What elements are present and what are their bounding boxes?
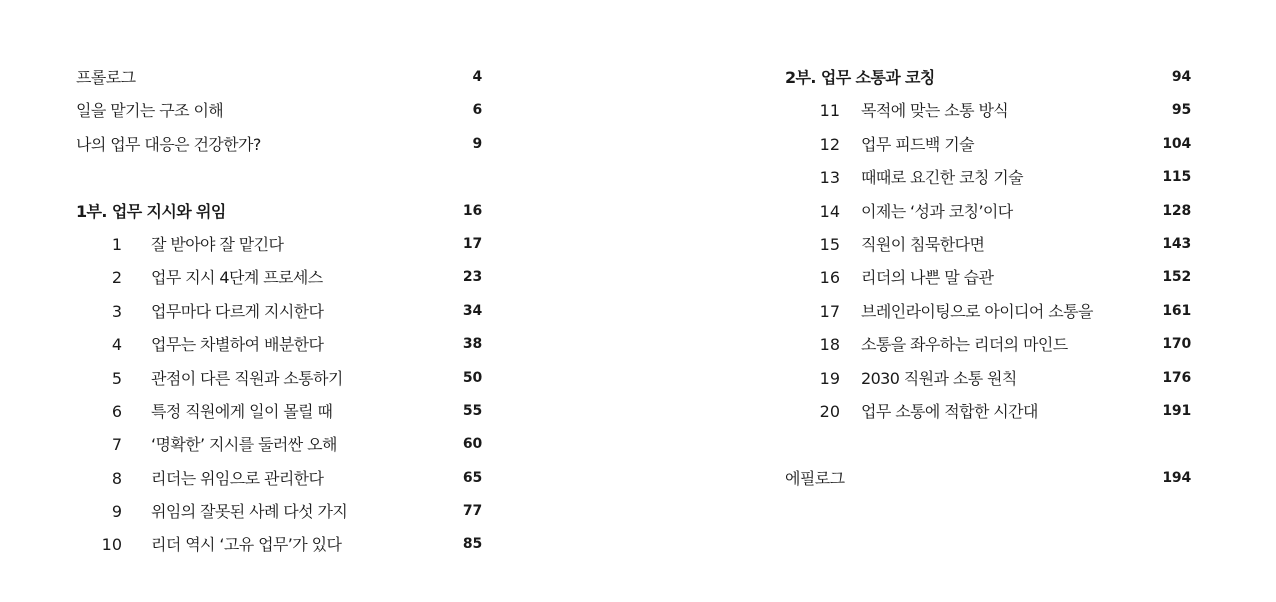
toc-entry-epilogue[interactable] <box>785 462 1191 495</box>
chapter-number: 10 <box>101 535 122 555</box>
chapter-number: 17 <box>819 301 840 321</box>
toc-chapter[interactable] <box>76 462 482 495</box>
chapter-page: 85 <box>462 536 482 553</box>
chapter-title: 업무는 차별하여 배분한다 <box>151 335 324 355</box>
chapter-page: 128 <box>1162 202 1191 219</box>
toc-chapter[interactable] <box>785 128 1191 161</box>
toc-chapter[interactable] <box>76 428 482 461</box>
chapter-number: 12 <box>819 134 840 154</box>
toc-chapter[interactable] <box>785 362 1191 395</box>
chapter-page: 191 <box>1162 402 1191 419</box>
chapter-number: 7 <box>111 435 122 455</box>
toc-entry-intro-health[interactable] <box>76 128 482 161</box>
toc-left-column <box>76 61 482 562</box>
toc-chapter[interactable] <box>785 328 1191 361</box>
toc-chapter[interactable] <box>76 528 482 561</box>
chapter-title: ‘명확한’ 지시를 둘러싼 오해 <box>151 435 337 455</box>
chapter-title: 업무 소통에 적합한 시간대 <box>861 401 1038 421</box>
toc-chapter[interactable] <box>76 362 482 395</box>
chapter-page: 104 <box>1162 135 1191 152</box>
chapter-title: 특정 직원에게 일이 몰릴 때 <box>151 401 333 421</box>
chapter-title: 관점이 다른 직원과 소통하기 <box>151 368 343 388</box>
chapter-number: 19 <box>819 368 840 388</box>
toc-chapter[interactable] <box>76 328 482 361</box>
chapter-page: 152 <box>1162 269 1191 286</box>
chapter-page: 17 <box>462 235 482 252</box>
chapter-title: 업무 지시 4단계 프로세스 <box>151 268 323 288</box>
chapter-number: 11 <box>819 101 840 121</box>
chapter-title: 때때로 요긴한 코칭 기술 <box>861 168 1024 188</box>
chapter-page: 23 <box>462 269 482 286</box>
chapter-title: 리더의 나쁜 말 습관 <box>861 268 994 288</box>
toc-part-title: 2부. 업무 소통과 코칭 <box>785 68 935 87</box>
toc-entry-title: 프롤로그 <box>76 68 136 87</box>
toc-part-title: 1부. 업무 지시와 위임 <box>76 201 226 221</box>
section-spacer <box>76 161 482 194</box>
toc-chapter[interactable] <box>76 495 482 528</box>
chapter-number: 13 <box>819 168 840 188</box>
chapter-page: 115 <box>1162 169 1191 186</box>
chapter-title: 브레인라이팅으로 아이디어 소통을 <box>861 301 1093 321</box>
toc-chapter[interactable] <box>785 295 1191 328</box>
chapter-number: 6 <box>111 401 122 421</box>
toc-entry-page: 6 <box>472 102 482 119</box>
chapter-title: 직원이 침묵한다면 <box>861 234 985 254</box>
chapter-title: 위임의 잘못된 사례 다섯 가지 <box>151 502 348 522</box>
toc-part-page: 94 <box>1171 69 1191 85</box>
chapter-number: 20 <box>819 401 840 421</box>
chapter-title: 소통을 좌우하는 리더의 마인드 <box>861 335 1068 355</box>
chapter-number: 18 <box>819 335 840 355</box>
chapter-page: 95 <box>1171 102 1191 119</box>
toc-entry-page: 9 <box>472 135 482 152</box>
toc-part-2[interactable] <box>785 61 1191 94</box>
chapter-title: 리더 역시 ‘고유 업무’가 있다 <box>151 535 342 555</box>
chapter-page: 170 <box>1162 336 1191 353</box>
toc-entry-title: 일을 맡기는 구조 이해 <box>76 101 224 121</box>
toc-chapter[interactable] <box>76 261 482 294</box>
chapter-page: 77 <box>462 503 482 520</box>
toc-entry-intro-structure[interactable] <box>76 94 482 127</box>
chapter-page: 34 <box>462 302 482 319</box>
chapter-page: 176 <box>1162 369 1191 386</box>
toc-chapter[interactable] <box>76 395 482 428</box>
chapter-page: 60 <box>462 436 482 453</box>
chapter-title: 이제는 ‘성과 코칭’이다 <box>861 201 1013 221</box>
chapter-title: 목적에 맞는 소통 방식 <box>861 101 1009 121</box>
chapter-title: 리더는 위임으로 관리한다 <box>151 468 324 488</box>
toc-entry-prologue[interactable] <box>76 61 482 94</box>
chapter-page: 65 <box>462 469 482 486</box>
chapter-title: 잘 받아야 잘 맡긴다 <box>151 234 284 254</box>
chapter-title: 업무 피드백 기술 <box>861 134 974 154</box>
toc-chapter[interactable] <box>785 94 1191 127</box>
toc-right-column <box>785 61 1191 495</box>
toc-chapter[interactable] <box>785 395 1191 428</box>
chapter-number: 3 <box>111 301 122 321</box>
toc-chapter[interactable] <box>785 261 1191 294</box>
chapter-number: 16 <box>819 268 840 288</box>
chapter-number: 4 <box>111 335 122 355</box>
chapter-number: 14 <box>819 201 840 221</box>
chapter-number: 1 <box>111 234 122 254</box>
chapter-page: 50 <box>462 369 482 386</box>
chapter-title: 2030 직원과 소통 원칙 <box>861 368 1017 388</box>
chapter-number: 2 <box>111 268 122 288</box>
chapter-number: 9 <box>111 502 122 522</box>
toc-part-1[interactable] <box>76 195 482 228</box>
chapter-number: 8 <box>111 468 122 488</box>
section-spacer <box>785 428 1191 461</box>
toc-entry-page: 4 <box>472 69 482 85</box>
chapter-page: 161 <box>1162 302 1191 319</box>
toc-chapter[interactable] <box>76 295 482 328</box>
toc-entry-title: 에필로그 <box>785 468 845 488</box>
toc-chapter[interactable] <box>785 161 1191 194</box>
chapter-page: 55 <box>462 402 482 419</box>
toc-entry-title: 나의 업무 대응은 건강한가? <box>76 134 261 154</box>
chapter-title: 업무마다 다르게 지시한다 <box>151 301 324 321</box>
chapter-number: 15 <box>819 234 840 254</box>
toc-chapter[interactable] <box>785 195 1191 228</box>
toc-part-page: 16 <box>462 202 482 219</box>
chapter-number: 5 <box>111 368 122 388</box>
toc-chapter[interactable] <box>76 228 482 261</box>
toc-entry-page: 194 <box>1162 469 1191 486</box>
chapter-page: 38 <box>462 336 482 353</box>
toc-chapter[interactable] <box>785 228 1191 261</box>
chapter-page: 143 <box>1162 235 1191 252</box>
